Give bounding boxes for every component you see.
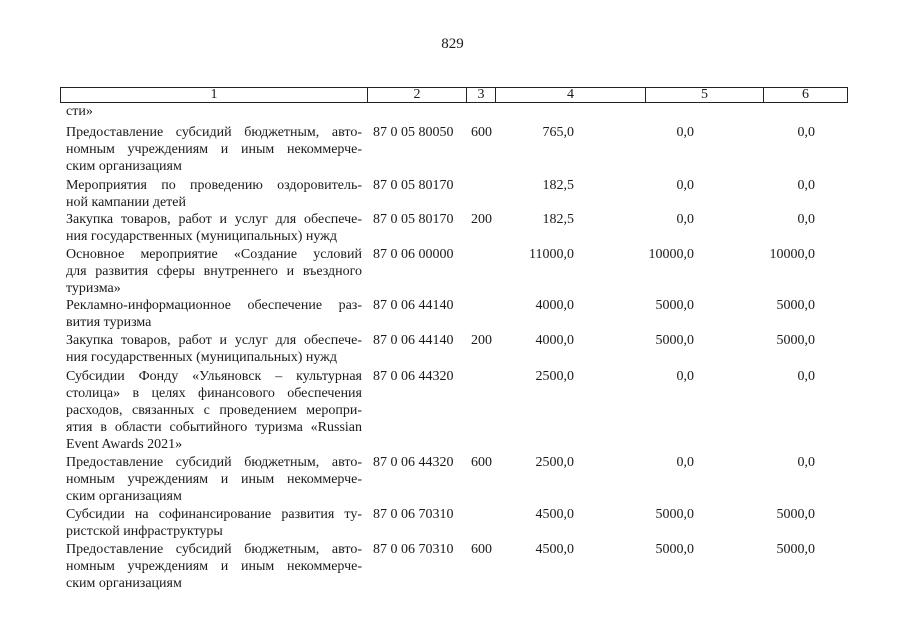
header-col-2: 2 <box>413 87 421 102</box>
row-name <box>66 177 362 211</box>
row-value-col6: 0,0 <box>797 212 815 227</box>
row-value-col5: 0,0 <box>676 178 694 193</box>
row-name-line: ния государственных (муниципальных) нужд <box>66 229 337 244</box>
header-col-1: 1 <box>210 87 218 102</box>
row-name-line: Основное мероприятие «Создание условий <box>66 247 362 262</box>
row-code: 87 0 06 44320 <box>373 369 454 384</box>
row-name-line: расходов, связанных с проведением меропри- <box>66 403 362 418</box>
row-value-col5: 5000,0 <box>655 333 694 348</box>
row-code: 87 0 05 80050 <box>373 125 454 140</box>
row-name-line: Субсидии на софинансирование развития ту- <box>66 507 362 522</box>
row-name <box>66 246 362 297</box>
row-name-line: Закупка товаров, работ и услуг для обеспече- <box>66 212 362 227</box>
row-name <box>66 332 362 366</box>
row-value-col4: 182,5 <box>542 178 574 193</box>
row-name-line: номным учреждениям и иным некоммерче- <box>66 472 362 487</box>
row-value-col6: 0,0 <box>797 369 815 384</box>
row-value-col4: 2500,0 <box>535 369 574 384</box>
page-number: 829 <box>441 36 464 52</box>
row-name <box>66 454 362 505</box>
row-expense-type: 600 <box>471 125 492 140</box>
row-expense-type: 600 <box>471 542 492 557</box>
row-code: 87 0 06 44140 <box>373 298 454 313</box>
row-name-line: ским организациям <box>66 576 182 591</box>
row-name-line: Предоставление субсидий бюджетным, авто- <box>66 542 362 557</box>
row-name <box>66 124 362 175</box>
row-value-col4: 4500,0 <box>535 507 574 522</box>
row-code: 87 0 06 70310 <box>373 507 454 522</box>
row-name-line: Мероприятия по проведению оздоровитель- <box>66 178 362 193</box>
row-value-col4: 2500,0 <box>535 455 574 470</box>
row-code: 87 0 06 00000 <box>373 247 454 262</box>
row-name-line: ной кампании детей <box>66 195 186 210</box>
row-name-line: Рекламно-информационное обеспечение раз- <box>66 298 362 313</box>
row-value-col4: 4000,0 <box>535 333 574 348</box>
row-value-col6: 5000,0 <box>776 507 815 522</box>
row-code: 87 0 05 80170 <box>373 212 454 227</box>
row-name-line: вития туризма <box>66 315 152 330</box>
header-col-5: 5 <box>701 87 708 102</box>
row-value-col5: 0,0 <box>676 455 694 470</box>
row-value-col6: 5000,0 <box>776 333 815 348</box>
row-value-col6: 0,0 <box>797 125 815 140</box>
row-value-col6: 0,0 <box>797 178 815 193</box>
row-name-line: ским организациям <box>66 159 182 174</box>
row-value-col5: 5000,0 <box>655 542 694 557</box>
row-value-col5: 0,0 <box>676 125 694 140</box>
row-value-col5: 0,0 <box>676 369 694 384</box>
row-name-line: Предоставление субсидий бюджетным, авто- <box>66 455 362 470</box>
row-name-line: Субсидии Фонду «Ульяновск – культурная <box>66 369 362 384</box>
row-value-col4: 765,0 <box>542 125 574 140</box>
row-name-line: Предоставление субсидий бюджетным, авто- <box>66 125 362 140</box>
row-value-col5: 5000,0 <box>655 507 694 522</box>
row-name <box>66 103 362 120</box>
row-expense-type: 200 <box>471 212 492 227</box>
row-name <box>66 211 362 245</box>
row-value-col6: 5000,0 <box>776 542 815 557</box>
row-value-col5: 10000,0 <box>648 247 694 262</box>
row-name-line: сти» <box>66 104 93 119</box>
row-name <box>66 506 362 540</box>
row-name <box>66 368 362 453</box>
row-code: 87 0 06 44320 <box>373 455 454 470</box>
row-value-col5: 0,0 <box>676 212 694 227</box>
row-name-line: ятия в области событийного туризма «Russian <box>66 420 362 435</box>
row-name-line: ния государственных (муниципальных) нужд <box>66 350 337 365</box>
row-name-line: номным учреждениям и иным некоммерче- <box>66 559 362 574</box>
row-name-line: Закупка товаров, работ и услуг для обеспече- <box>66 333 362 348</box>
row-name-line: для развития сферы внутреннего и въездного <box>66 264 362 279</box>
row-value-col5: 5000,0 <box>655 298 694 313</box>
row-code: 87 0 05 80170 <box>373 178 454 193</box>
row-value-col6: 0,0 <box>797 455 815 470</box>
row-value-col4: 4000,0 <box>535 298 574 313</box>
row-code: 87 0 06 44140 <box>373 333 454 348</box>
header-col-4: 4 <box>567 87 574 102</box>
row-name-line: туризма» <box>66 281 121 296</box>
row-expense-type: 200 <box>471 333 492 348</box>
row-value-col4: 182,5 <box>542 212 574 227</box>
row-name-line: ристской инфраструктуры <box>66 524 223 539</box>
row-name <box>66 541 362 592</box>
row-value-col4: 4500,0 <box>535 542 574 557</box>
header-col-3: 3 <box>477 87 485 102</box>
row-value-col6: 10000,0 <box>769 247 815 262</box>
row-value-col6: 5000,0 <box>776 298 815 313</box>
row-name <box>66 297 362 331</box>
row-name-line: номным учреждениям и иным некоммерче- <box>66 142 362 157</box>
row-name-line: столица» в целях финансового обеспечения <box>66 386 362 401</box>
table-header <box>60 87 848 103</box>
row-name-line: Event Awards 2021» <box>66 437 183 452</box>
row-code: 87 0 06 70310 <box>373 542 454 557</box>
row-name-line: ским организациям <box>66 489 182 504</box>
row-expense-type: 600 <box>471 455 492 470</box>
row-value-col4: 11000,0 <box>529 247 574 262</box>
header-col-6: 6 <box>802 87 809 102</box>
